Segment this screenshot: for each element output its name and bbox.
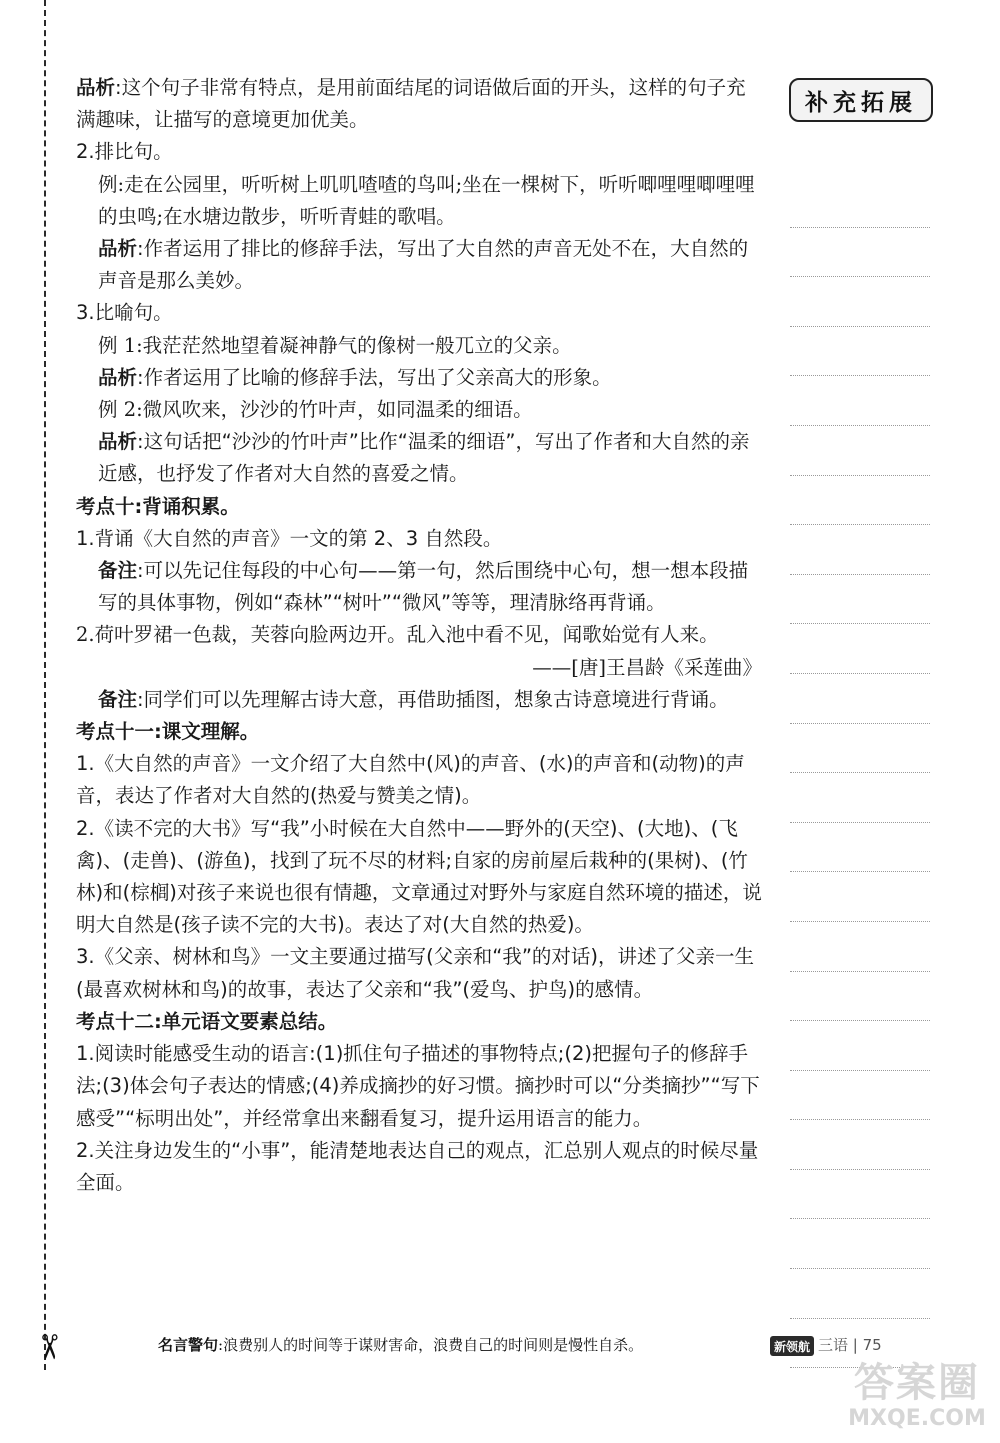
- kaodian-11-item-1: 1.《大自然的声音》一文介绍了大自然中(风)的声音、(水)的声音和(动物)的声音，表达了作者对大自然的(热爱与赞美之情)。: [76, 752, 745, 808]
- kaodian-10-note-2: [76, 684, 762, 716]
- analysis-metaphor-2: [76, 426, 762, 490]
- analysis-text: :作者运用了排比的修辞手法，写出了大自然的声音无处不在，大自然的声音是那么美妙。: [98, 237, 749, 293]
- note-line: [790, 624, 930, 674]
- kaodian-10-item-1: 1.背诵《大自然的声音》一文的第 2、3 自然段。: [76, 526, 503, 550]
- note-line: [790, 277, 930, 327]
- note-line: [790, 228, 930, 278]
- kaodian-11-item-2: 2.《读不完的大书》写“我”小时候在大自然中——野外的(天空)、(大地)、(飞禽)、(走兽)、(游鱼)，找到了玩不尽的材料;自家的房前屋后栽种的(果树)、(竹林)和(棕榈)对孩子来说也很有情趣，文章通过对野外与家庭自然环境的描述，说明大自然是(孩子读不完的大书)。表达了对(大自然的热爱)。: [76, 816, 762, 937]
- note-line: [790, 674, 930, 724]
- note-line: [790, 724, 930, 774]
- note-line: [790, 823, 930, 873]
- analysis-label: 品析: [98, 365, 138, 389]
- analysis-label: 品析: [98, 237, 138, 261]
- section-title-metaphor: 3.比喻句。: [76, 301, 173, 325]
- note-line: [790, 1021, 930, 1071]
- kaodian-11-item-3: 3.《父亲、树林和鸟》一文主要通过描写(父亲和“我”的对话)，讲述了父亲一生(最喜欢树林和鸟)的故事，表达了父亲和“我”(爱鸟、护鸟)的感情。: [76, 945, 755, 1001]
- analysis-parallelism: [76, 233, 762, 297]
- note-line: [790, 922, 930, 972]
- kaodian-10-poem: 2.荷叶罗裙一色裁，芙蓉向脸两边开。乱入池中看不见，闻歌始觉有人来。: [76, 623, 719, 647]
- note-line: [790, 872, 930, 922]
- paragraph-analysis-1: [76, 72, 762, 136]
- heading-kaodian-11: 考点十一:课文理解。: [76, 720, 260, 744]
- notes-area: [790, 178, 930, 1368]
- footer-quote: [158, 1334, 643, 1356]
- analysis-label: 品析: [98, 430, 138, 454]
- note-line: [790, 972, 930, 1022]
- note-line: [790, 1071, 930, 1121]
- note-line: [790, 178, 930, 228]
- kaodian-12-item-1: 1.阅读时能感受生动的语言:(1)抓住句子描述的事物特点;(2)把握句子的修辞手法;(3)体会句子表达的情感;(4)养成摘抄的好习惯。摘抄时可以“分类摘抄”“写下感受”“标明出处”，并经常拿出来翻看复习，提升运用语言的能力。: [76, 1042, 760, 1130]
- note-line: [790, 1170, 930, 1220]
- quote-label: 名言警句: [158, 1336, 219, 1354]
- analysis-label: 品析: [76, 76, 116, 99]
- note-label: 备注: [98, 687, 138, 711]
- page-number: 三语 | 75: [818, 1336, 882, 1354]
- quote-text: :浪费别人的时间等于谋财害命，浪费自己的时间则是慢性自杀。: [218, 1336, 644, 1354]
- watermark: [842, 1360, 992, 1436]
- note-line: [790, 1120, 930, 1170]
- sidebar-title: 补充拓展: [789, 78, 933, 122]
- watermark-title: 答案圈: [854, 1360, 980, 1406]
- note-line: [790, 773, 930, 823]
- section-title-parallelism: 2.排比句。: [76, 140, 173, 164]
- kaodian-12-item-2: 2.关注身边发生的“小事”，能清楚地表达自己的观点，汇总别人观点的时候尽量全面。: [76, 1138, 759, 1194]
- scissors-icon: ✂: [28, 1332, 69, 1362]
- analysis-text: :作者运用了比喻的修辞手法，写出了父亲高大的形象。: [137, 365, 612, 389]
- heading-kaodian-10: 考点十:背诵积累。: [76, 494, 240, 518]
- cut-line: [44, 0, 46, 1370]
- note-line: [790, 327, 930, 377]
- example-metaphor-1: 例 1:我茫茫然地望着凝神静气的像树一般兀立的父亲。: [98, 333, 572, 357]
- brand-logo: 新领航: [770, 1336, 814, 1356]
- note-line: [790, 476, 930, 526]
- note-line: [790, 376, 930, 426]
- note-line: [790, 426, 930, 476]
- note-line: [790, 1219, 930, 1269]
- analysis-metaphor-1: [76, 362, 762, 394]
- example-parallelism: 例:走在公园里，听听树上叽叽喳喳的鸟叫;坐在一棵树下，听听唧哩哩唧哩哩的虫鸣;在水塘边散步，听听青蛙的歌唱。: [98, 172, 755, 228]
- analysis-text: :这个句子非常有特点，是用前面结尾的词语做后面的开头，这样的句子充满趣味，让描写的意境更加优美。: [76, 76, 746, 132]
- note-text: :可以先记住每段的中心句——第一句，然后围绕中心句，想一想本段描写的具体事物，例如“森林”“树叶”“微风”等等，理清脉络再背诵。: [98, 559, 749, 615]
- watermark-url: MXQE.COM: [848, 1406, 986, 1431]
- note-line: [790, 575, 930, 625]
- note-label: 备注: [98, 559, 138, 583]
- example-metaphor-2: 例 2:微风吹来，沙沙的竹叶声，如同温柔的细语。: [98, 398, 533, 422]
- poem-source: ——[唐]王昌龄《采莲曲》: [532, 655, 762, 679]
- kaodian-10-note-1: [76, 555, 762, 619]
- main-content: [76, 72, 762, 1199]
- analysis-text: :这句话把“沙沙的竹叶声”比作“温柔的细语”，写出了作者和大自然的亲近感，也抒发了作者对大自然的喜爱之情。: [98, 430, 750, 486]
- heading-kaodian-12: 考点十二:单元语文要素总结。: [76, 1009, 338, 1033]
- note-text: :同学们可以先理解古诗大意，再借助插图，想象古诗意境进行背诵。: [137, 687, 729, 711]
- note-line: [790, 1269, 930, 1319]
- note-line: [790, 525, 930, 575]
